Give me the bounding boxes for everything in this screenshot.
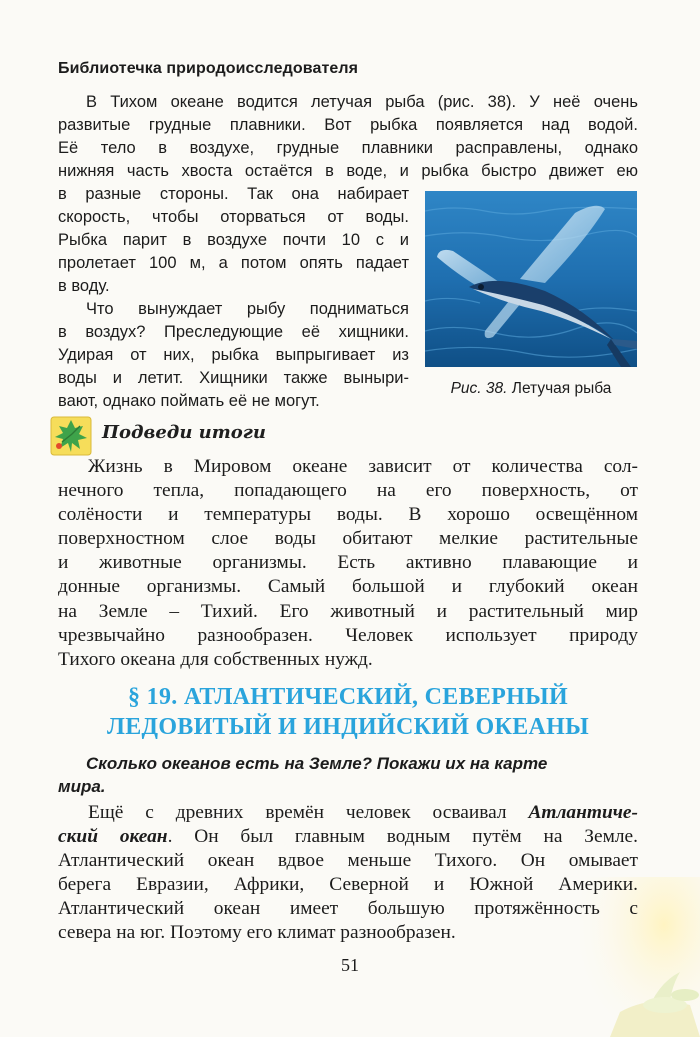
text-line: Тихого океана для собственных нужд.: [58, 648, 373, 670]
text-line: нижняя часть хвоста остаётся в воде, и рыбка быстро движет ею: [58, 162, 638, 180]
section-paragraph: [58, 801, 638, 946]
text-line: берега Евразии, Африки, Северной и Южной Америки.: [58, 874, 638, 896]
section-heading-line: ЛЕДОВИТЫЙ И ИНДИЙСКИЙ ОКЕАНЫ: [107, 714, 589, 740]
text-line: в разные стороны. Так она набирает: [58, 185, 409, 203]
text-line: вают, однако поймать её не могут.: [58, 392, 320, 410]
text-line: Атлантический океан имеет большую протяжённость с: [58, 898, 638, 920]
text-line: Удирая от них, рыбка выпрыгивает из: [58, 346, 409, 364]
text-line: [58, 801, 638, 825]
text-line: нечного тепла, попадающего на его поверхность, от: [58, 480, 638, 502]
text-line: [58, 825, 638, 849]
summary-paragraph: [58, 455, 638, 672]
flying-fish-photo: [425, 191, 637, 367]
caption-text: Летучая рыба: [511, 380, 612, 397]
text-line: Её тело в воздухе, грудные плавники расправлены, однако: [58, 139, 638, 157]
section-heading: [58, 682, 638, 742]
library-paragraph-top: [58, 91, 638, 183]
text-line: донные организмы. Самый большой и глубокий океан: [58, 576, 638, 598]
section-question: [58, 752, 638, 798]
text-fragment: Ещё с древних времён человек осваивал: [88, 802, 507, 823]
term-atlantic: Атлантиче-: [528, 802, 638, 823]
text-line: В Тихом океане водится летучая рыба (рис. 38). У неё очень: [86, 93, 638, 111]
text-line: на Земле – Тихий. Его животный и растительный мир: [58, 600, 638, 622]
question-line: мира.: [58, 777, 106, 796]
summary-leaf-icon: [50, 416, 92, 456]
summary-title: Подведи итоги: [102, 422, 267, 443]
text-line: Что вынуждает рыбу подниматься: [86, 300, 409, 318]
text-line: развитые грудные плавники. Вот рыбка появляется над водой.: [58, 116, 638, 134]
photo-caption: [425, 380, 637, 398]
text-line: Рыбка парит в воздухе почти 10 с и: [58, 231, 409, 249]
section-heading-line: § 19. АТЛАНТИЧЕСКИЙ, СЕВЕРНЫЙ: [128, 684, 568, 710]
text-line: поверхностном слое воды обитают мелкие растительные: [58, 528, 638, 550]
text-fragment: . Он был главным водным путём на Земле.: [167, 826, 638, 848]
library-paragraph-narrow-1: [58, 183, 409, 298]
library-title: Библиотечка природоисследователя: [58, 60, 359, 77]
text-line: в воздух? Преследующие её хищники.: [58, 323, 409, 341]
text-line: Жизнь в Мировом океане зависит от количества сол-: [88, 456, 638, 477]
text-line: и животные организмы. Есть активно плавающие и: [58, 552, 638, 574]
term-atlantic-cont: ский океан: [58, 826, 168, 848]
question-line: Сколько океанов есть на Земле? Покажи их на карте: [86, 754, 548, 773]
text-line: Атлантический океан вдвое меньше Тихого. Он омывает: [58, 850, 638, 872]
text-line: скорость, чтобы оторваться от воды.: [58, 208, 409, 226]
text-line: солёности и температуры воды. В хорошо освещённом: [58, 504, 638, 526]
text-line: воды и летит. Хищники также выныри-: [58, 369, 409, 387]
text-line: пролетает 100 м, а потом опять падает: [58, 254, 409, 272]
caption-figure-number: Рис. 38.: [450, 380, 508, 397]
text-line: чрезвычайно разнообразен. Человек использует природу: [58, 624, 638, 646]
text-line: в воду.: [58, 277, 110, 295]
library-paragraph-narrow-2: [58, 298, 409, 413]
page-number: 51: [341, 955, 359, 975]
text-line: севера на юг. Поэтому его климат разнообразен.: [58, 922, 456, 944]
